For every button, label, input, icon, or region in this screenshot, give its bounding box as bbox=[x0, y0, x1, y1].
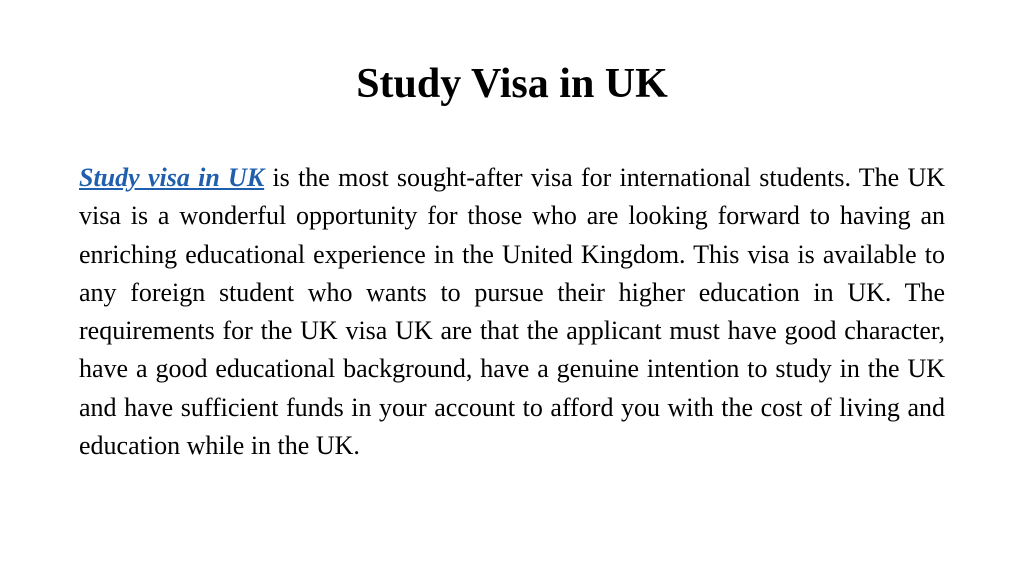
study-visa-link[interactable]: Study visa in UK bbox=[79, 163, 265, 192]
slide-title: Study Visa in UK bbox=[356, 61, 668, 107]
body-paragraph bbox=[79, 159, 945, 465]
body-paragraph-text: is the most sought-after visa for international students. The UK visa is a wonderful opportunity for those who are looking forward to having an enriching educational experience in the United Kingdom. This visa is available to any foreign student who wants to pursue their higher education in UK. The requirements for the UK visa UK are that the applicant must have good character, have a good educational background, have a genuine intention to study in the UK and have sufficient funds in your account to afford you with the cost of living and education while in the UK. bbox=[79, 163, 945, 461]
